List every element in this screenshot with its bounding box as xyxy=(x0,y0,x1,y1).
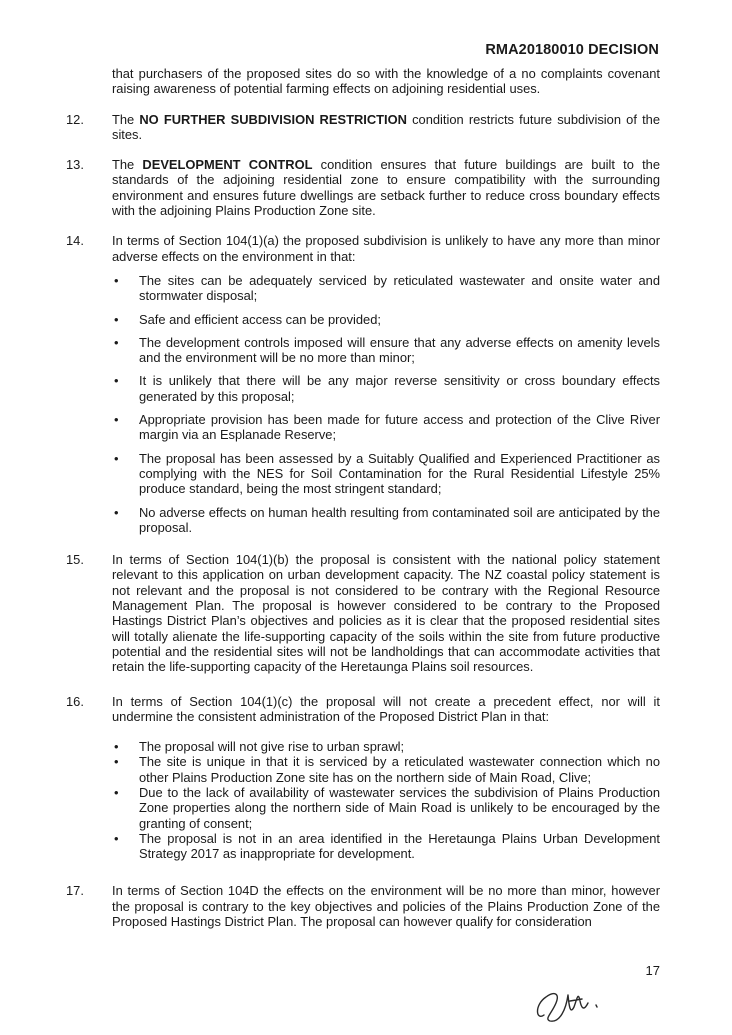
paragraph-number: 13. xyxy=(66,157,84,173)
paragraph-number: 15. xyxy=(66,552,84,568)
list-item: • Due to the lack of availability of wastewater services the subdivision of Plains Production Zone properties along the northern side of Main Road is unlikely to be encouraged by the granting of consent; xyxy=(114,784,660,831)
bullet-icon: • xyxy=(114,450,119,466)
list-item: • The sites can be adequately serviced by reticulated wastewater and onsite water and stormwater disposal; xyxy=(114,272,660,304)
bold-condition-name: DEVELOPMENT CONTROL xyxy=(142,157,313,173)
bullet-icon: • xyxy=(114,830,119,846)
paragraph-text: In terms of Section 104D the effects on the environment will be no more than minor, however the proposal is contrary to the key objectives and policies of the Plains Production Zone of the Proposed Hastings District Plan. The proposal can however qualify for consideration xyxy=(112,883,660,930)
bullet-icon: • xyxy=(114,739,119,755)
bullet-icon: • xyxy=(114,334,119,350)
bullet-icon: • xyxy=(114,373,119,389)
list-item: • Safe and efficient access can be provided; xyxy=(114,311,381,327)
bullet-icon: • xyxy=(114,311,119,327)
list-item: • The proposal will not give rise to urban sprawl; xyxy=(114,739,405,755)
document-reference-header: RMA20180010 DECISION xyxy=(485,42,659,58)
handwritten-initials-signature xyxy=(530,975,620,1030)
list-item: • Appropriate provision has been made for future access and protection of the Clive River margin via an Esplanade Reserve; xyxy=(114,412,660,443)
intro-continuation-text: that purchasers of the proposed sites do so with the knowledge of a no complaints covenant raising awareness of potential farming effects on adjoining residential uses. xyxy=(112,66,660,97)
paragraph-number: 12. xyxy=(66,111,84,127)
paragraph-text: The DEVELOPMENT CONTROL condition ensures that future buildings are built to the standards of the adjoining residential zone to ensure compatibility with the surrounding environment and ensures future dwellings are setback further to reduce cross boundary effects with the adjoining Plains Production Zone site. xyxy=(112,157,661,219)
bullet-list xyxy=(112,739,660,861)
paragraph-number: 14. xyxy=(66,233,84,249)
paragraph-text: In terms of Section 104(1)(c) the proposal will not create a precedent effect, nor will it undermine the consistent administration of the Proposed District Plan in that: xyxy=(112,693,660,724)
paragraph-number: 17. xyxy=(66,883,84,899)
document-body xyxy=(66,66,660,929)
page-number: 17 xyxy=(645,963,660,978)
bullet-icon: • xyxy=(114,272,119,288)
list-item: • The site is unique in that it is serviced by a reticulated wastewater connection which no other Plains Production Zone site has on the northern side of Main Road, Clive; xyxy=(114,754,660,785)
bullet-icon: • xyxy=(114,754,119,770)
bullet-icon: • xyxy=(114,412,119,428)
paragraph-15 xyxy=(66,552,660,674)
list-item: • The development controls imposed will ensure that any adverse effects on amenity levels and the environment will be no more than minor; xyxy=(114,334,660,366)
paragraph-text: In terms of Section 104(1)(b) the proposal is consistent with the national policy statement relevant to this application on urban development capacity. The NZ coastal policy statement is not relevant and the proposal is not considered to be contrary with the Regional Resource Management Plan. The proposal is however considered to be contrary to the Proposed Hastings District Plan’s objectives and policies as it is clear that the proposed residential sites will totally alienate the life-supporting capacity of the soils within the site from future productive potential and the residential sites will not be landholdings that can accommodate activities that retain the life-supporting capacity of the Heretaunga Plains soil resources. xyxy=(112,552,660,675)
bullet-list xyxy=(112,273,660,535)
paragraph-16 xyxy=(66,694,660,725)
paragraph-text: The NO FURTHER SUBDIVISION RESTRICTION condition restricts future subdivision of the sites. xyxy=(112,111,660,142)
paragraph-13 xyxy=(66,157,660,218)
paragraph-number: 16. xyxy=(66,693,84,709)
bold-condition-name: NO FURTHER SUBDIVISION RESTRICTION xyxy=(139,111,407,127)
bullet-icon: • xyxy=(114,784,119,800)
list-item: • It is unlikely that there will be any major reverse sensitivity or cross boundary effects generated by this proposal; xyxy=(114,373,660,404)
list-item: • No adverse effects on human health resulting from contaminated soil are anticipated by the proposal. xyxy=(114,504,660,535)
bullet-icon: • xyxy=(114,504,119,520)
paragraph-text: In terms of Section 104(1)(a) the proposed subdivision is unlikely to have any more than minor adverse effects on the environment in that: xyxy=(112,233,660,264)
paragraph-17 xyxy=(66,883,660,929)
list-item: • The proposal is not in an area identified in the Heretaunga Plains Urban Development Strategy 2017 as inappropriate for development. xyxy=(114,830,660,862)
list-item: • The proposal has been assessed by a Suitably Qualified and Experienced Practitioner as complying with the NES for Soil Contamination for the Rural Residential Lifestyle 25% produce standard, being the most stringent standard; xyxy=(114,450,660,497)
paragraph-12 xyxy=(66,112,660,143)
paragraph-14 xyxy=(66,233,660,264)
